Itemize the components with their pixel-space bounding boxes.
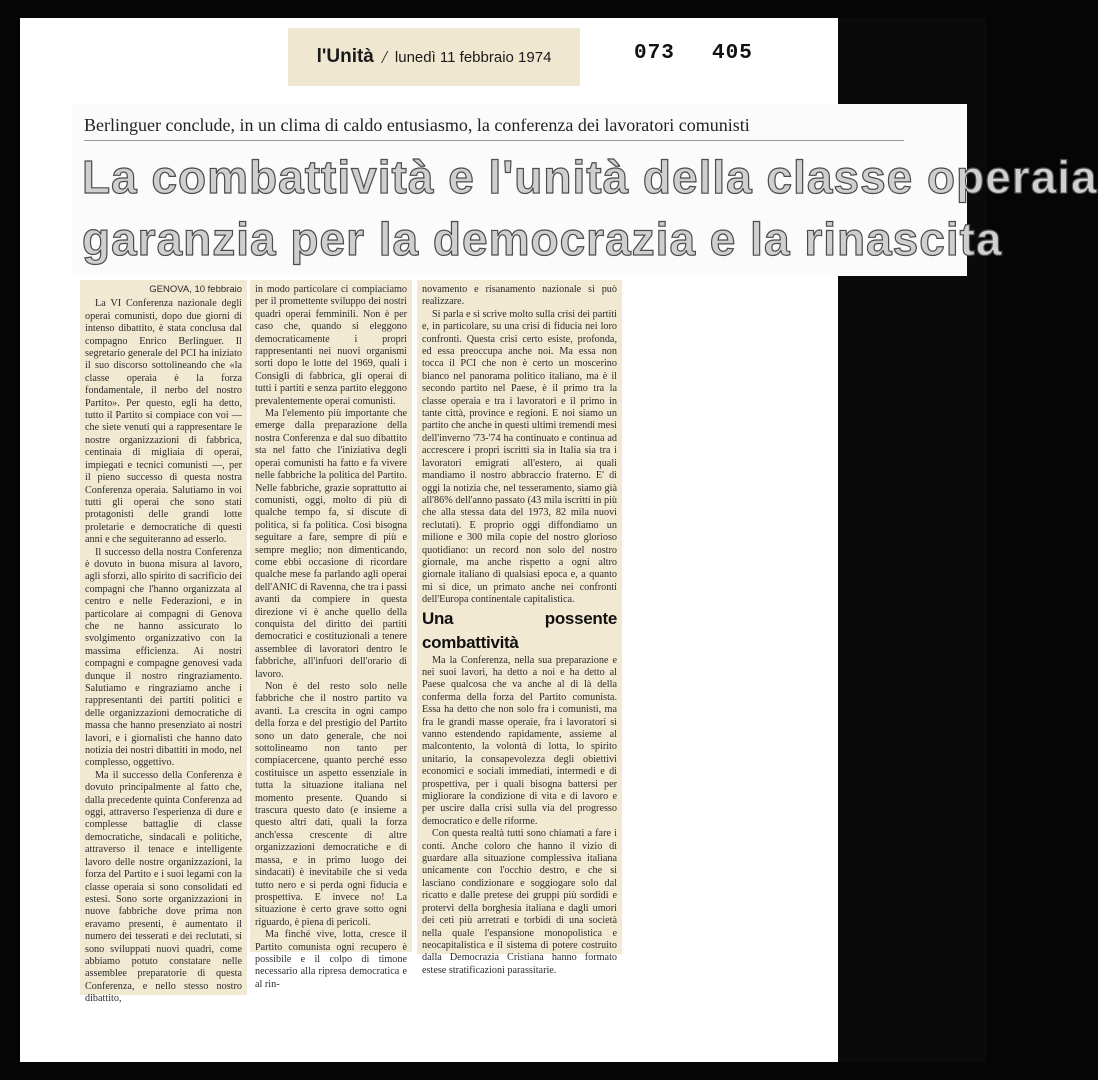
headline-line-2: garanzia per la democrazia e la rinascita [82, 213, 1003, 265]
paragraph: Ma finché vive, lotta, cresce il Partito comunista ogni recupero è possibile e il colpo di timone necessario alla ripresa democratica e al rin- [255, 929, 407, 990]
paragraph: La VI Conferenza nazionale degli operai comunisti, dopo due giorni di intenso dibattito, è stata conclusa dal compagno Enrico Berlinguer. Il segretario generale del PCI ha iniziato il suo discorso sottolineando che «la classe operaia è la forza fondamentale, il nerbo del nostro Partito». Per questo, egli ha detto, tutto il Partito si compiace con voi — che siete venuti qui a rappresentare le nostre organizzazioni di fabbrica, centinaia di migliaia di operai, impiegati e tecnici comunisti —, per il pieno successo di questa nostra Conferenza operaia. Salutiamo in voi tutti gli operai che sono stati protagonisti delle grandi lotte proletarie e democratiche di questi anni e che seguiteranno ad esserlo. [85, 298, 242, 546]
article-column-1 [80, 280, 247, 1005]
article-column-3 [417, 280, 622, 976]
article-headline [82, 146, 1098, 270]
section-subheading: Una possente combattività [422, 608, 617, 652]
masthead-separator: / [381, 46, 387, 67]
paragraph: Non è del resto solo nelle fabbriche che il nostro partito va avanti. La crescita in ogni campo della forza e del prestigio del Partito sono un dato generale, che noi sottolineamo non tanto per compiacercene, quanto perché esso costituisce un aspetto essenziale in tutta la situazione italiana nel momento presente. Quando si trascura questo dato (e insieme a questo altri dati, quali la forza anch'essa crescente di altre organizzazioni democratiche e di massa, e in primo luogo dei sindacati) è inevitabile che si veda tutto nero e si perda ogni fiducia e prospettiva. E invece no! La situazione è certo grave sotto ogni riguardo, è piena di pericoli. [255, 681, 407, 928]
paragraph: Ma la Conferenza, nella sua preparazione e nei suoi lavori, ha detto a noi e ha detto al Paese qualcosa che va anche al di là della conferma della forza del Partito comunista. Essa ha detto che non solo fra i comunisti, ma fra le grandi masse operaie, fra i lavoratori si vanno estendendo rapidamente, assieme al malcontento, la volontà di lotta, lo spirito unitario, la consapevolezza degli obiettivi economici e sociali immediati, intermedi e di prospettiva, per i quali bisogna battersi per migliorare la condizione di vita e di lavoro e per uscire dalla crisi sulla via del progresso democratico e delle riforme. [422, 654, 617, 827]
newspaper-name: l'Unità [316, 46, 374, 67]
paragraph: Il successo della nostra Conferenza è dovuto in buona misura al lavoro, agli sforzi, allo spirito di sacrificio dei compagni che l'hanno organizzata al centro e nelle Federazioni, e in particolare ai compagni di Genova che ne hanno assicurato lo svolgimento organizzativo con la massima efficienza. Ai nostri compagni e compagne genovesi vada dunque il nostro ringraziamento. Salutiamo e ringraziamo anche i rappresentanti dei partiti politici e delle organizzazioni democratiche di massa che hanno presenziato ai nostri lavori, e i giornalisti che hanno dato notizia dei nostri dibattiti in modo, nel complesso, oggettivo. [85, 546, 242, 769]
publication-date: lunedì 11 febbraio 1974 [394, 48, 552, 66]
paragraph: Con questa realtà tutti sono chiamati a fare i conti. Anche coloro che hanno il vizio di guardare alla situazione complessiva italiana unicamente con l'occhio destro, e che si lasciano condizionare e soggiogare solo dal ricatto e dalle pretese dei gruppi più sordidi e protervi della borghesia italiana e dagli umori dei ceti più arretrati e torbidi di una società nella quale l'espansione monopolistica e neocapitalistica e il sistema di potere costruito dalla Democrazia Cristiana hanno formato estese stratificazioni parassitarie. [422, 828, 617, 976]
article-column-2 [250, 280, 412, 990]
newspaper-masthead [288, 28, 580, 86]
dateline: GENOVA, 10 febbraio [149, 284, 242, 295]
paragraph: Ma l'elemento più importante che emerge dalla preparazione della nostra Conferenza e dal suo dibattito sta nel fatto che l'iniziativa degli operai comunisti ha fatto e fa vivere nelle fabbriche la politica del Partito. Nelle fabbriche, grazie soprattutto ai comunisti, oggi, molto di più di qualche tempo fa, si discute di politica, si fa politica. Così bisogna seguitare a fare, sempre di più e sempre meglio; non dimenticando, come ebbi occasione di ricordare qualche mese fa parlando agli operai dell'ANIC di Ravenna, che tra i passi avanti da compiere in questa direzione vi è anche quello della conquista del diritto dei partiti democratici e costituzionali a tenere assemblee di lavoratori dentro le fabbriche, all'infuori dell'orario di lavoro. [255, 408, 407, 680]
headline-line-1: La combattività e l'unità della classe operaia [82, 151, 1098, 203]
archive-number-part2: 405 [712, 42, 753, 65]
paragraph: in modo particolare ci compiaciamo per il promettente sviluppo dei nostri quadri operai femminili. Non è per caso che, quando si eleggono democraticamente i propri rappresentanti nei nuovi organismi sorti dopo le lotte del 1969, quali i Consigli di fabbrica, gli operai di tutti i partiti e senza partito eleggono prevalentemente operai comunisti. [255, 284, 407, 407]
archive-number-part1: 073 [634, 42, 675, 65]
article-kicker: Berlinguer conclude, in un clima di caldo entusiasmo, la conferenza dei lavoratori comunisti [84, 115, 904, 141]
paragraph: novamento e risanamento nazionale si può realizzare. [422, 284, 617, 308]
paragraph: Ma il successo della Conferenza è dovuto principalmente al fatto che, dalla precedente quinta Conferenza ad oggi, attraverso l'esperienza di dure e complesse battaglie di classe democratiche, sindacali e politiche, attraverso il tenace e intelligente lavoro delle nostre organizzazioni, la forza del Partito e i suoi legami con la classe operaia si sono consolidati ed estesi. Sono sorte organizzazioni in nuove fabbriche dove prima non eravamo presenti, è aumentato il numero dei tesserati e dei reclutati, si sono sviluppati nuovi quadri, come abbiamo potuto constatare nelle assemblee preparatorie di questa Conferenza, e nello stesso nostro dibattito, [85, 769, 242, 1005]
paragraph: Si parla e si scrive molto sulla crisi dei partiti e, in particolare, su una crisi di fiducia nei loro confronti. Questa crisi certo esiste, profonda, ed essa preoccupa anche noi. Ma essa non tocca il PCI che non è certo un moscerino bianco nel panorama politico italiano, ma è il secondo partito nel Paese, è il primo tra la classe operaia e tra i lavoratori e il primo in tante città, province e regioni. E noi siamo un partito che anche in questi ultimi tremendi mesi dell'inverno '73-'74 ha continuato e continua ad accrescere i propri iscritti sia in Italia sia tra i lavoratori emigrati all'estero, ai quali mandiamo il nostro abbraccio fraterno. E' di oggi la notizia che, nel tesseramento, siamo già all'86% dell'anno passato (43 mila iscritti in più che alla stessa data del 1973, 82 mila nuovi reclutati). E proprio oggi diffondiamo un milione e 300 mila copie del nostro glorioso quotidiano: un record non solo del nostro giornale, ma anche rispetto a ogni altro giornale italiano di qualsiasi epoca e, a quanto mi si dice, un primato anche nei confronti dell'Europa continentale capitalistica. [422, 308, 617, 606]
